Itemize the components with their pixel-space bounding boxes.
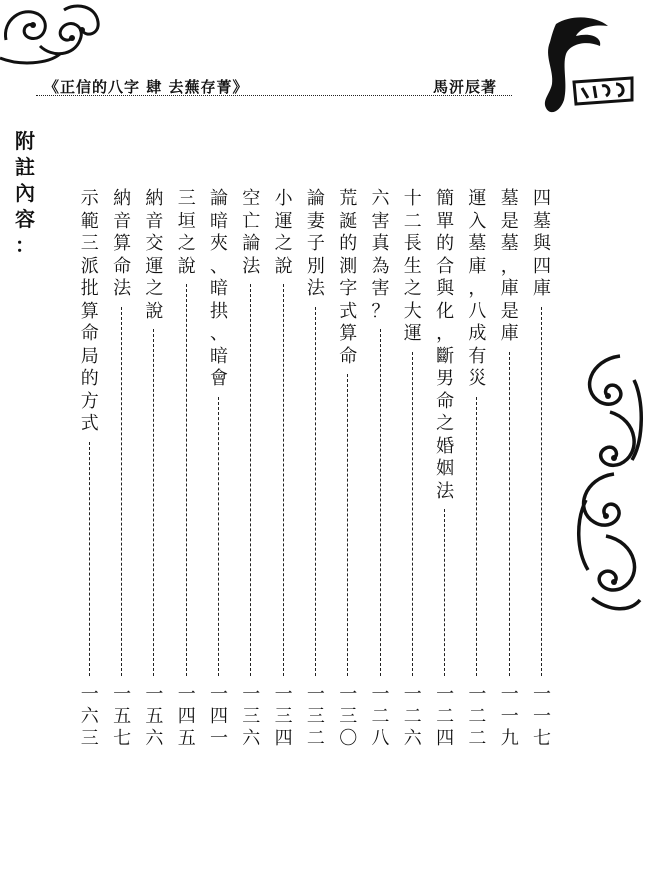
section-label	[14, 128, 36, 258]
toc-entry[interactable]	[303, 188, 329, 748]
corner-scroll-ornament	[0, 0, 110, 70]
toc-entry-title: 四 墓 與 四 庫	[533, 188, 551, 299]
toc-dot-leader	[412, 352, 413, 677]
book-title: 《正信的八字 肆 去蕪存菁》	[44, 78, 249, 96]
toc-entry[interactable]	[206, 188, 232, 748]
toc-entry-page-number: 一 五 七	[113, 684, 132, 749]
toc-entry-title: 十 二 長 生 之 大 運	[403, 188, 422, 344]
toc-entry[interactable]	[109, 188, 135, 748]
toc-entry[interactable]	[335, 188, 361, 748]
toc-entry[interactable]	[141, 188, 167, 748]
toc-entry-title: 納 音 算 命 法	[113, 188, 132, 299]
toc-dot-leader	[347, 374, 348, 676]
toc-entry[interactable]	[497, 188, 523, 748]
toc-entry-page-number: 一 三 四	[274, 684, 293, 749]
toc-entry[interactable]	[432, 188, 458, 748]
toc-entry-page-number: 一 二 六	[403, 684, 422, 749]
toc-entry[interactable]	[368, 188, 394, 748]
author-name: 馬汧辰著	[433, 78, 498, 96]
toc-entry[interactable]	[464, 188, 490, 748]
toc-entry-page-number: 一 二 八	[371, 684, 390, 749]
toc-entry-page-number: 一 三 六	[242, 684, 261, 749]
toc-dot-leader	[315, 307, 316, 677]
toc-entry-page-number: 一 一 九	[500, 684, 519, 749]
toc-entry-page-number: 一 六 三	[80, 684, 99, 749]
phoenix-emblem-logo	[536, 12, 636, 118]
toc-entry-title: 荒 誕 的 測 字 式 算 命	[339, 188, 358, 367]
toc-dot-leader	[218, 397, 219, 677]
toc-entry-title: 六 害 真 為 害 ？	[371, 188, 390, 322]
toc-entry-title: 論 妻 子 別 法	[306, 188, 325, 299]
toc-entry-title: 簡 單 的 合 與 化 ， 斷 男 命 之 婚 姻 法	[436, 188, 455, 502]
section-label-text: 附 註 內 容 ：	[15, 129, 35, 257]
toc-entry-title: 論 暗 夾 、 暗 拱 、 暗 會	[210, 188, 228, 389]
toc-entry-title: 運 入 墓 庫 ， 八 成 有 災	[468, 188, 487, 389]
toc-dot-leader	[283, 284, 284, 676]
toc-dot-leader	[476, 397, 477, 677]
toc-dot-leader	[250, 284, 251, 676]
header-dotted-rule	[36, 95, 512, 96]
toc-dot-leader	[509, 352, 510, 677]
toc-entry-page-number: 一 三 二	[306, 684, 325, 749]
toc-entry[interactable]	[238, 188, 264, 748]
toc-dot-leader	[541, 307, 542, 677]
toc-dot-leader	[121, 307, 122, 677]
toc-dot-leader	[380, 329, 381, 676]
side-scroll-ornament	[570, 350, 650, 630]
toc-entry[interactable]	[174, 188, 200, 748]
toc-entry[interactable]	[400, 188, 426, 748]
toc-dot-leader	[89, 442, 90, 677]
toc-entry-page-number: 一 一 七	[533, 684, 551, 749]
toc-entry-page-number: 一 四 五	[177, 684, 196, 749]
toc-entry-title: 小 運 之 說	[274, 188, 293, 277]
toc-dot-leader	[444, 509, 445, 676]
toc-entry-page-number: 一 三 〇	[339, 684, 358, 749]
toc-entry-title: 墓 是 墓 ， 庫 是 庫	[500, 188, 519, 344]
toc-entry[interactable]	[77, 188, 103, 748]
toc-dot-leader	[186, 284, 187, 676]
toc-entry-title: 納 音 交 運 之 說	[145, 188, 164, 322]
toc-entry-title: 示 範 三 派 批 算 命 局 的 方 式	[80, 188, 99, 434]
toc-entry-page-number: 一 二 二	[468, 684, 487, 749]
toc-entry-title: 空 亡 論 法	[242, 188, 261, 277]
toc-dot-leader	[153, 329, 154, 676]
toc-entry[interactable]	[529, 188, 555, 748]
toc-entry-title: 三 垣 之 說	[177, 188, 196, 277]
toc-entry-page-number: 一 四 一	[210, 684, 228, 749]
toc-entry-page-number: 一 二 四	[436, 684, 455, 749]
toc-entry[interactable]	[271, 188, 297, 748]
toc-entry-page-number: 一 五 六	[145, 684, 164, 749]
